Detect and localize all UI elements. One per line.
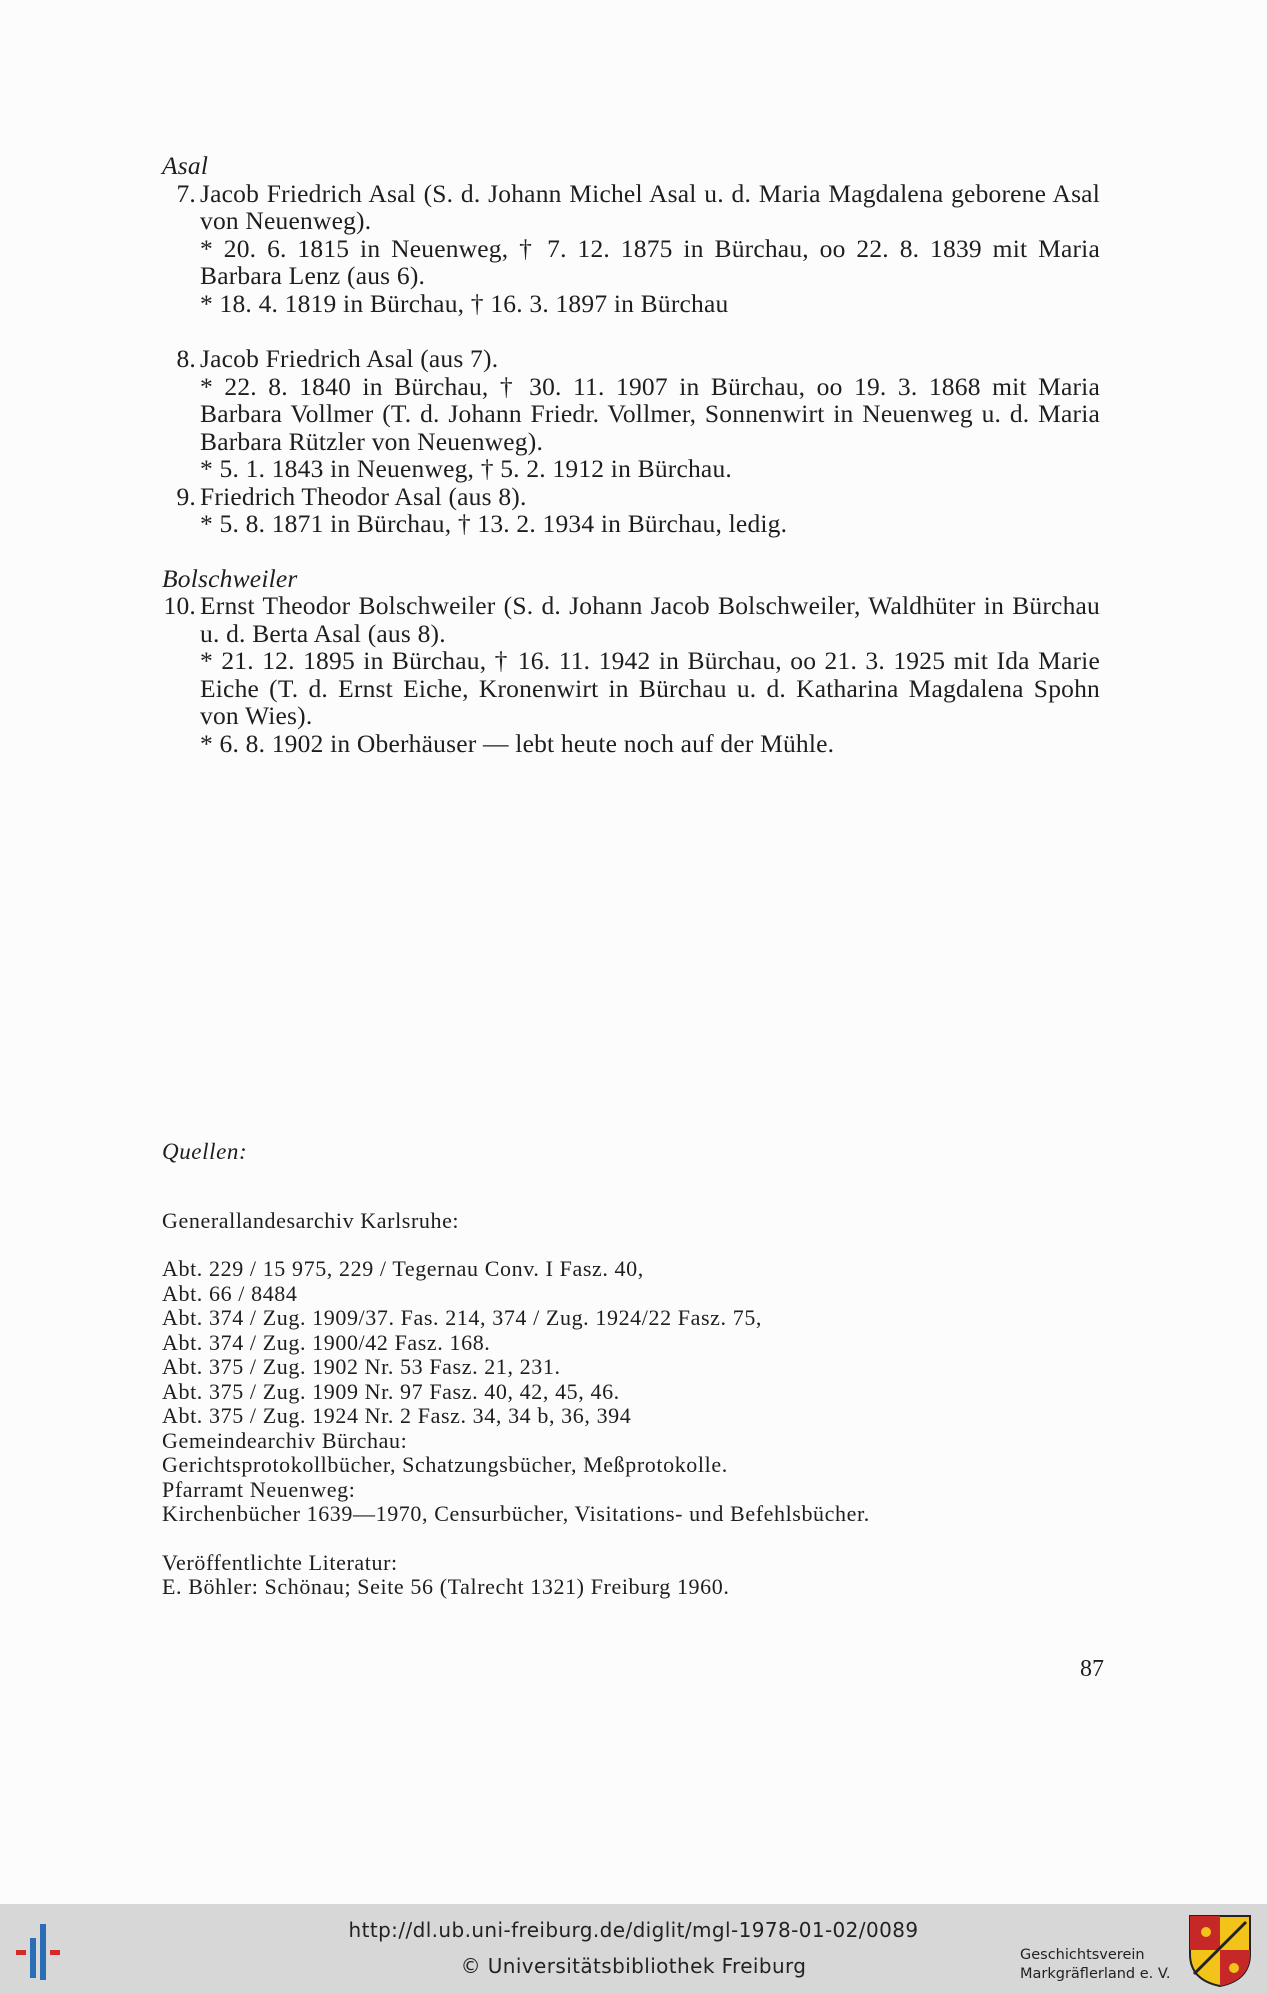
viewer-footer — [0, 1904, 1267, 1994]
coat-of-arms-icon — [1188, 1914, 1252, 1988]
archive-item: Abt. 375 / Zug. 1924 Nr. 2 Fasz. 34, 34 b, 36, 394 — [162, 1403, 632, 1428]
entry-line: * 5. 1. 1843 in Neuenweg, † 5. 2. 1912 in Bürchau. — [200, 454, 732, 483]
section-title-asal: Asal — [162, 151, 209, 180]
entry-number: 7. — [176, 178, 196, 208]
literature-item: E. Böhler: Schönau; Seite 56 (Talrecht 1321) Freiburg 1960. — [162, 1574, 730, 1599]
entry-line: * 21. 12. 1895 in Bürchau, † 16. 11. 1942 in Bürchau, oo 21. 3. 1925 mit Ida Marie Eiche (T. d. Ernst Eiche, Kronenwirt in Bürchau u. d. Katharina Magdalena Spohn von Wies). — [200, 646, 1100, 730]
entry-number: 9. — [176, 481, 196, 511]
archive-item: Gerichtsprotokollbücher, Schatzungsbücher, Meßprotokolle. — [162, 1452, 728, 1477]
archive-item: Kirchenbücher 1639—1970, Censurbücher, Visitations- und Befehlsbücher. — [162, 1501, 870, 1526]
archive-item: Abt. 374 / Zug. 1900/42 Fasz. 168. — [162, 1329, 491, 1355]
page-number: 87 — [1080, 1656, 1104, 1682]
entry-9 — [162, 483, 1100, 538]
archive-item: Abt. 66 / 8484 — [162, 1280, 298, 1306]
copyright-text: © Universitätsbibliothek Freiburg — [460, 1954, 807, 1978]
entry-line: * 18. 4. 1819 in Bürchau, † 16. 3. 1897 in Bürchau — [200, 288, 729, 318]
literature-heading: Veröffentlichte Literatur: — [162, 1549, 398, 1575]
entry-line: * 6. 8. 1902 in Oberhäuser — lebt heute noch auf der Mühle. — [200, 728, 835, 758]
entry-line: Jacob Friedrich Asal (aus 7). — [200, 344, 499, 373]
entry-7 — [162, 180, 1100, 318]
archive-heading: Generallandesarchiv Karlsruhe: — [162, 1207, 460, 1233]
entry-line: Jacob Friedrich Asal (S. d. Johann Michel Asal u. d. Maria Magdalena geborene Asal von Neuenweg). — [200, 178, 1100, 235]
entry-10 — [162, 592, 1100, 757]
entry-line: Friedrich Theodor Asal (aus 8). — [200, 481, 527, 511]
archive-item: Abt. 375 / Zug. 1902 Nr. 53 Fasz. 21, 231. — [162, 1354, 561, 1379]
permalink-url[interactable]: http://dl.ub.uni-freiburg.de/diglit/mgl-1978-01-02/0089 — [348, 1918, 919, 1942]
entry-number: 8. — [176, 344, 196, 373]
archive-heading: Gemeindearchiv Bürchau: — [162, 1427, 408, 1453]
entry-8 — [162, 345, 1100, 483]
entry-line: * 5. 8. 1871 in Bürchau, † 13. 2. 1934 in Bürchau, ledig. — [200, 509, 788, 538]
sources-heading: Quellen: — [162, 1139, 248, 1164]
archive-heading: Pfarramt Neuenweg: — [162, 1476, 356, 1502]
entry-number: 10. — [163, 591, 196, 620]
section-title-bolschweiler: Bolschweiler — [162, 563, 298, 593]
society-line: Markgräflerland e. V. — [1020, 1966, 1171, 1982]
society-name — [1020, 1946, 1171, 1984]
entry-line: * 22. 8. 1840 in Bürchau, † 30. 11. 1907 in Bürchau, oo 19. 3. 1868 mit Maria Barbara Vollmer (T. d. Johann Friedr. Vollmer, Sonnenwirt in Neuenweg u. d. Maria Barbara Rützler von Neuenweg). — [200, 371, 1100, 456]
archive-item: Abt. 375 / Zug. 1909 Nr. 97 Fasz. 40, 42, 45, 46. — [162, 1378, 620, 1404]
archive-item: Abt. 229 / 15 975, 229 / Tegernau Conv. I Fasz. 40, — [162, 1256, 644, 1281]
entry-line: Ernst Theodor Bolschweiler (S. d. Johann Jacob Bolschweiler, Waldhüter in Bürchau u. d. Berta Asal (aus 8). — [200, 591, 1100, 648]
society-line: Geschichtsverein — [1020, 1947, 1145, 1963]
entry-line: * 20. 6. 1815 in Neuenweg, † 7. 12. 1875 in Bürchau, oo 22. 8. 1839 mit Maria Barbara Lenz (aus 6). — [200, 233, 1100, 290]
archive-item: Abt. 374 / Zug. 1909/37. Fas. 214, 374 / Zug. 1924/22 Fasz. 75, — [162, 1305, 763, 1330]
genealogy-content — [162, 152, 1100, 757]
sources-section — [162, 1140, 1100, 1600]
